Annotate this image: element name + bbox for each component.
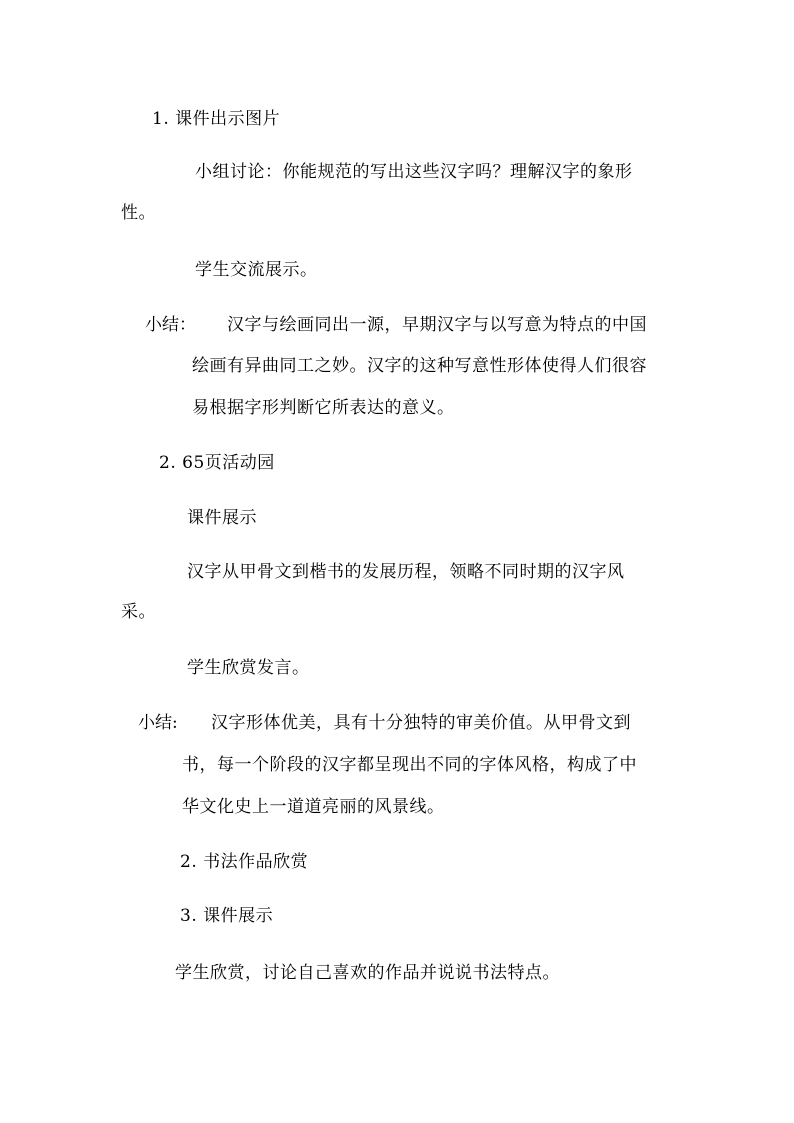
summary2-line-2: 书，每一个阶段的汉字都呈现出不同的字体风格，构成了中 [182,755,637,775]
item3-heading: 3. 课件展示 [180,906,274,926]
item1-heading: 1. 课件出示图片 [152,109,281,129]
discussion-line-2: 性。 [121,203,156,223]
summary2-line-1: 汉字形体优美，具有十分独特的审美价值。从甲骨文到 [211,713,631,733]
summary1-line-2: 绘画有异曲同工之妙。汉字的这种写意性形体使得人们很容 [192,356,647,376]
summary2-line-3: 华文化史上一道道亮丽的风景线。 [182,797,445,817]
history-line-2: 采。 [121,602,156,622]
student-appreciate: 学生欣赏发言。 [187,658,310,678]
item2-heading: 2. 65页活动园 [159,453,275,473]
final-line: 学生欣赏，讨论自己喜欢的作品并说说书法特点。 [175,963,560,983]
summary2-label: 小结: [138,713,178,733]
courseware-display: 课件展示 [187,508,257,528]
student-share: 学生交流展示。 [195,260,318,280]
discussion-line-1: 小组讨论：你能规范的写出这些汉字吗？理解汉字的象形 [195,162,633,182]
summary1-line-3: 易根据字形判断它所表达的意义。 [192,398,455,418]
item2b-heading: 2. 书法作品欣赏 [180,852,309,872]
summary1-label: 小结： [145,315,196,335]
history-line-1: 汉字从甲骨文到楷书的发展历程，领略不同时期的汉字风 [187,562,625,582]
summary1-line-1: 汉字与绘画同出一源，早期汉字与以写意为特点的中国 [227,315,647,335]
